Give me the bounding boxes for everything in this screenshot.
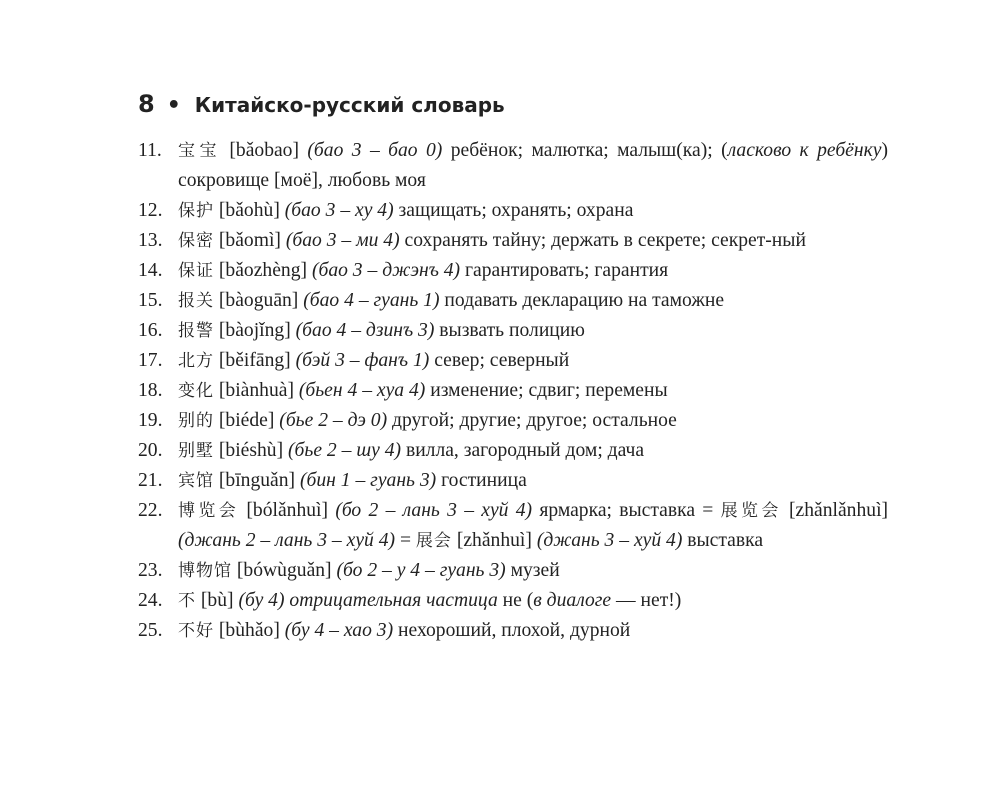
- entry-number: 19.: [138, 410, 163, 431]
- entry-reading-short: (джань 3 – хуй 4): [536, 530, 683, 551]
- header-bullet: •: [166, 93, 181, 118]
- entry-meaning: выставка: [687, 530, 764, 551]
- entry-meaning: ребёнок; малютка; малыш(ка); (: [450, 140, 728, 161]
- entry-meaning: музей: [510, 560, 560, 581]
- equals-sign: =: [399, 530, 412, 551]
- entry-24: [138, 586, 888, 616]
- entry-meaning: подавать декларацию на таможне: [444, 290, 725, 311]
- entry-reading: (бье 2 – шу 4): [288, 440, 402, 461]
- entry-hanzi: 保密: [178, 231, 214, 251]
- entry-number: 25.: [138, 620, 163, 641]
- entry-number: 20.: [138, 440, 163, 461]
- entry-list: [138, 136, 888, 646]
- entry-reading: (бао 3 – джэнъ 4): [311, 260, 461, 281]
- entry-reading: (бао 4 – гуань 1): [303, 290, 440, 311]
- entry-meaning: север; северный: [434, 350, 570, 371]
- entry-11: [138, 136, 888, 196]
- entry-17: [138, 346, 888, 376]
- entry-meaning: нехороший, плохой, дурной: [398, 620, 631, 641]
- entry-note: ласково к ребёнку: [727, 140, 882, 161]
- entry-hanzi: 不: [178, 591, 196, 611]
- entry-reading: (бо 2 – у 4 – гуань 3): [336, 560, 506, 581]
- entry-hanzi: 别的: [178, 411, 214, 431]
- entry-meaning: другой; другие; другое; остальное: [392, 410, 677, 431]
- entry-reading: (бэй 3 – фанъ 1): [295, 350, 430, 371]
- entry-reading: (бао 3 – бао 0): [307, 140, 443, 161]
- entry-hanzi: 保护: [178, 201, 214, 221]
- entry-meaning: сохранять тайну; держать в секрете; секрет-ный: [404, 230, 806, 251]
- entry-reading: (бу 4): [238, 590, 285, 611]
- entry-20: [138, 436, 888, 466]
- entry-pinyin: [bǎomì]: [218, 230, 281, 251]
- entry-reading: (бао 4 – дзинъ 3): [295, 320, 435, 341]
- entry-number: 15.: [138, 290, 163, 311]
- entry-13: [138, 226, 888, 256]
- entry-number: 14.: [138, 260, 163, 281]
- entry-hanzi-synonym: 展览会: [720, 501, 782, 521]
- entry-25: [138, 616, 888, 646]
- entry-note: отрицательная частица: [289, 590, 498, 611]
- entry-number: 18.: [138, 380, 163, 401]
- entry-19: [138, 406, 888, 436]
- entry-pinyin: [bùhǎo]: [218, 620, 280, 641]
- entry-hanzi: 宝宝: [178, 141, 221, 161]
- entry-pinyin: [bówùguǎn]: [236, 560, 332, 581]
- entry-number: 11.: [138, 140, 162, 161]
- page-header: [138, 90, 505, 118]
- entry-pinyin: [běifāng]: [218, 350, 291, 371]
- entry-pinyin: [bàoguān]: [218, 290, 299, 311]
- entry-22: [138, 496, 888, 556]
- entry-meaning: гарантировать; гарантия: [465, 260, 669, 281]
- entry-pinyin: [bù]: [200, 590, 234, 611]
- entry-reading: (бао 3 – ми 4): [285, 230, 400, 251]
- entry-pinyin: [bǎohù]: [218, 200, 280, 221]
- entry-meaning: защищать; охранять; охрана: [398, 200, 634, 221]
- entry-meaning: изменение; сдвиг; перемены: [430, 380, 668, 401]
- entry-number: 16.: [138, 320, 163, 341]
- entry-18: [138, 376, 888, 406]
- entry-meaning: ) сокровище [моё], любовь моя: [178, 140, 888, 191]
- entry-12: [138, 196, 888, 226]
- entry-hanzi-short: 展会: [415, 531, 452, 551]
- entry-hanzi: 北方: [178, 351, 214, 371]
- entry-meaning: вызвать полицию: [439, 320, 585, 341]
- page-title: Китайско-русский словарь: [194, 93, 505, 117]
- entry-hanzi: 博物馆: [178, 561, 232, 581]
- entry-pinyin: [bàojǐng]: [218, 320, 291, 341]
- entry-meaning: гостиница: [441, 470, 527, 491]
- entry-hanzi: 保证: [178, 261, 214, 281]
- entry-reading-synonym: (джань 2 – лань 3 – хуй 4): [178, 530, 396, 551]
- entry-pinyin: [bǎozhèng]: [218, 260, 308, 281]
- entry-hanzi: 不好: [178, 621, 214, 641]
- entry-reading: (бин 1 – гуань 3): [300, 470, 437, 491]
- entry-number: 12.: [138, 200, 163, 221]
- entry-21: [138, 466, 888, 496]
- entry-pinyin-synonym: [zhǎnlǎnhuì]: [789, 500, 889, 521]
- entry-pinyin: [biéde]: [218, 410, 275, 431]
- entry-number: 17.: [138, 350, 163, 371]
- entry-number: 24.: [138, 590, 163, 611]
- entry-number: 22.: [138, 500, 163, 521]
- entry-meaning: не (: [502, 590, 534, 611]
- entry-meaning: ярмарка; выставка =: [539, 500, 714, 521]
- entry-14: [138, 256, 888, 286]
- entry-pinyin: [biéshù]: [218, 440, 284, 461]
- entry-15: [138, 286, 888, 316]
- entry-hanzi: 报警: [178, 321, 214, 341]
- entry-meaning: вилла, загородный дом; дача: [405, 440, 645, 461]
- entry-reading: (бо 2 – лань 3 – хуй 4): [335, 500, 533, 521]
- entry-hanzi: 报关: [178, 291, 214, 311]
- page-number: 8: [138, 90, 155, 118]
- entry-number: 13.: [138, 230, 163, 251]
- entry-hanzi: 别墅: [178, 441, 214, 461]
- entry-note: в диалоге: [533, 590, 612, 611]
- entry-hanzi: 博览会: [178, 501, 240, 521]
- entry-hanzi: 宾馆: [178, 471, 214, 491]
- entry-pinyin: [bǎobao]: [229, 140, 300, 161]
- entry-number: 21.: [138, 470, 163, 491]
- entry-number: 23.: [138, 560, 163, 581]
- entry-reading: (бьен 4 – хуа 4): [298, 380, 426, 401]
- entry-16: [138, 316, 888, 346]
- entry-meaning: — нет!): [616, 590, 682, 611]
- entry-reading: (бао 3 – ху 4): [284, 200, 394, 221]
- entry-hanzi: 变化: [178, 381, 214, 401]
- entry-23: [138, 556, 888, 586]
- entry-pinyin: [bólǎnhuì]: [246, 500, 329, 521]
- entry-pinyin: [biànhuà]: [218, 380, 294, 401]
- entry-reading: (бье 2 – дэ 0): [279, 410, 388, 431]
- entry-pinyin: [bīnguǎn]: [218, 470, 296, 491]
- entry-reading: (бу 4 – хао 3): [284, 620, 394, 641]
- entry-pinyin-short: [zhǎnhuì]: [456, 530, 532, 551]
